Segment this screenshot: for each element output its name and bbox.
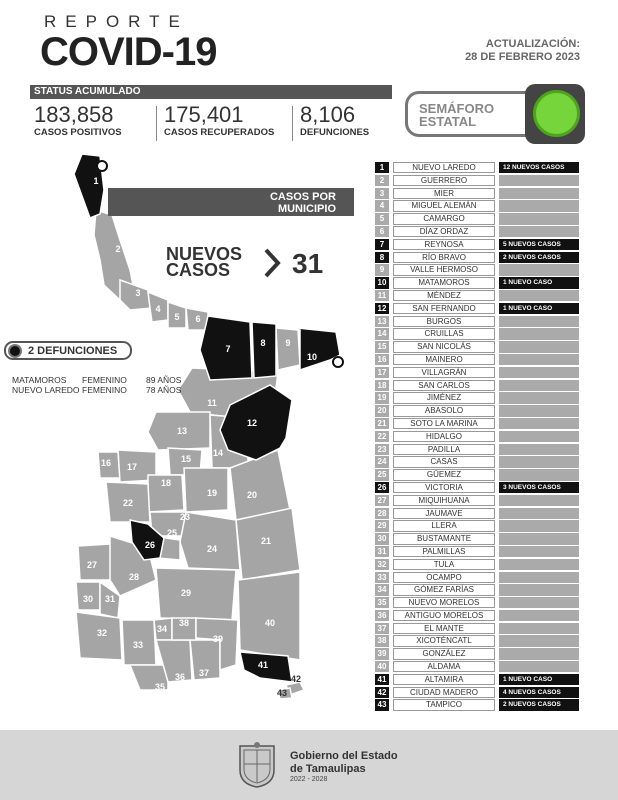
table-row xyxy=(375,584,579,597)
table-row xyxy=(375,610,579,623)
semaforo-line2: ESTATAL xyxy=(419,114,477,129)
municipio-number: 22 xyxy=(375,431,389,442)
municipio-cases xyxy=(499,572,579,583)
municipio-number: 32 xyxy=(375,559,389,570)
municipio-cases xyxy=(499,175,579,186)
municipio-number: 38 xyxy=(375,635,389,646)
municipio-cases xyxy=(499,341,579,352)
map-label-20: 20 xyxy=(246,490,258,500)
table-row xyxy=(375,303,579,316)
map-label-23: 23 xyxy=(179,512,191,522)
municipio-number: 31 xyxy=(375,546,389,557)
map-label-8: 8 xyxy=(260,338,266,348)
table-row xyxy=(375,469,579,482)
table-row xyxy=(375,482,579,495)
municipio-number: 24 xyxy=(375,456,389,467)
map-label-25: 25 xyxy=(166,528,178,538)
table-row xyxy=(375,162,579,175)
municipio-cases xyxy=(499,290,579,301)
municipio-cases xyxy=(499,444,579,455)
municipio-number: 3 xyxy=(375,188,389,199)
table-row xyxy=(375,200,579,213)
map-label-11: 11 xyxy=(207,398,217,408)
matamoros-pin-icon xyxy=(333,357,343,367)
municipio-name: PADILLA xyxy=(393,444,495,455)
table-row xyxy=(375,380,579,393)
map-label-5: 5 xyxy=(174,312,180,322)
map-label-14: 14 xyxy=(212,448,224,458)
municipio-number: 11 xyxy=(375,290,389,301)
municipio-name: MAINERO xyxy=(393,354,495,365)
municipio-number: 37 xyxy=(375,623,389,634)
table-row xyxy=(375,546,579,559)
status-stats xyxy=(30,103,392,143)
municipio-name: VICTORIA xyxy=(393,482,495,493)
map-label-34: 34 xyxy=(156,624,168,634)
map-label-37: 37 xyxy=(198,668,210,678)
municipio-name: ALTAMIRA xyxy=(393,674,495,685)
table-row xyxy=(375,328,579,341)
map-label-40: 40 xyxy=(264,618,276,628)
municipio-name: SAN CARLOS xyxy=(393,380,495,391)
defuncion-edad: 89 AÑOS xyxy=(146,375,182,385)
municipio-cases xyxy=(499,623,579,634)
municipio-number: 30 xyxy=(375,533,389,544)
table-row xyxy=(375,418,579,431)
table-row xyxy=(375,188,579,201)
positivos-value: 183,858 xyxy=(34,102,114,127)
table-row xyxy=(375,213,579,226)
municipio-cases xyxy=(499,418,579,429)
table-row xyxy=(375,495,579,508)
table-row xyxy=(375,623,579,636)
table-row xyxy=(375,405,579,418)
traffic-light-icon xyxy=(533,90,580,137)
municipio-number: 17 xyxy=(375,367,389,378)
municipio-name: MIGUEL ALEMÁN xyxy=(393,200,495,211)
municipio-cases xyxy=(499,546,579,557)
map-label-17: 17 xyxy=(126,462,138,472)
table-row xyxy=(375,341,579,354)
municipio-number: 43 xyxy=(375,699,389,710)
municipio-cases xyxy=(499,354,579,365)
municipio-cases xyxy=(499,661,579,672)
municipio-number: 34 xyxy=(375,584,389,595)
defunciones-label: DEFUNCIONES xyxy=(300,127,370,138)
municipio-number: 12 xyxy=(375,303,389,314)
municipio-name: CASAS xyxy=(393,456,495,467)
municipio-cases xyxy=(499,584,579,595)
map-label-10: 10 xyxy=(306,352,318,362)
divider xyxy=(156,106,157,141)
defuncion-edad: 78 AÑOS xyxy=(146,385,182,395)
municipio-name: MIER xyxy=(393,188,495,199)
municipio-number: 21 xyxy=(375,418,389,429)
municipio-cases xyxy=(499,367,579,378)
municipio-cases xyxy=(499,635,579,646)
table-row xyxy=(375,277,579,290)
map-label-16: 16 xyxy=(100,458,112,468)
map-label-19: 19 xyxy=(206,488,218,498)
municipio-name: SOTO LA MARINA xyxy=(393,418,495,429)
municipio-cases: 1 NUEVO CASO xyxy=(499,277,579,288)
municipio-name: JIMÉNEZ xyxy=(393,392,495,403)
municipio-cases xyxy=(499,200,579,211)
municipio-name: CAMARGO xyxy=(393,213,495,224)
municipio-name: BURGOS xyxy=(393,316,495,327)
municipio-number: 10 xyxy=(375,277,389,288)
municipio-cases xyxy=(499,213,579,224)
municipio-name: GUERRERO xyxy=(393,175,495,186)
defuncion-dot-icon xyxy=(8,344,22,358)
recuperados-label: CASOS RECUPERADOS xyxy=(164,127,275,138)
government-line1: Gobierno del Estado xyxy=(290,750,398,762)
municipio-number: 41 xyxy=(375,674,389,685)
map-label-13: 13 xyxy=(176,426,188,436)
positivos-label: CASOS POSITIVOS xyxy=(34,127,122,138)
municipio-cases xyxy=(499,392,579,403)
casos-por-municipio-banner xyxy=(108,188,354,216)
map-label-41: 41 xyxy=(257,660,269,670)
map-label-4: 4 xyxy=(155,304,161,314)
municipio-name: MÉNDEZ xyxy=(393,290,495,301)
municipio-name: LLERA xyxy=(393,520,495,531)
municipio-cases xyxy=(499,264,579,275)
municipio-number: 8 xyxy=(375,252,389,263)
map-label-9: 9 xyxy=(285,338,291,348)
table-row xyxy=(375,674,579,687)
map-label-36: 36 xyxy=(174,672,186,682)
municipio-cases: 3 NUEVOS CASOS xyxy=(499,482,579,493)
map-label-43: 43 xyxy=(276,688,288,698)
table-row xyxy=(375,661,579,674)
defuncion-municipio: MATAMOROS xyxy=(12,375,67,385)
table-row xyxy=(375,252,579,265)
municipio-cases: 5 NUEVOS CASOS xyxy=(499,239,579,250)
defunciones-badge-label: 2 DEFUNCIONES xyxy=(28,345,118,357)
municipio-cases xyxy=(499,469,579,480)
map-label-2: 2 xyxy=(115,244,121,254)
municipio-number: 28 xyxy=(375,508,389,519)
municipio-cases xyxy=(499,648,579,659)
nuevos-casos-value: 31 xyxy=(292,248,324,279)
municipio-cases xyxy=(499,610,579,621)
municipio-name: ALDAMA xyxy=(393,661,495,672)
municipio-name: CIUDAD MADERO xyxy=(393,687,495,698)
map-label-3: 3 xyxy=(135,288,141,298)
government-line2: de Tamaulipas xyxy=(290,763,366,775)
report-title: COVID-19 xyxy=(40,30,217,74)
municipio-name: HIDALGO xyxy=(393,431,495,442)
map-label-28: 28 xyxy=(128,572,140,582)
divider xyxy=(292,106,293,141)
municipio-name: TAMPICO xyxy=(393,699,495,710)
municipio-name: NUEVO LAREDO xyxy=(393,162,495,173)
table-row xyxy=(375,687,579,700)
defunciones-value: 8,106 xyxy=(300,102,356,127)
table-row xyxy=(375,572,579,585)
map-label-21: 21 xyxy=(260,536,272,546)
municipio-number: 35 xyxy=(375,597,389,608)
table-row xyxy=(375,354,579,367)
table-row xyxy=(375,226,579,239)
table-row xyxy=(375,175,579,188)
map-region-29 xyxy=(156,568,236,620)
map-label-30: 30 xyxy=(82,594,94,604)
municipio-number: 7 xyxy=(375,239,389,250)
municipio-cases: 1 NUEVO CASO xyxy=(499,303,579,314)
casos-line2: MUNICIPIO xyxy=(277,203,336,215)
table-row xyxy=(375,520,579,533)
municipio-number: 9 xyxy=(375,264,389,275)
municipio-cases xyxy=(499,597,579,608)
map-label-22: 22 xyxy=(122,498,134,508)
municipality-table xyxy=(375,162,579,712)
municipio-name: DÍAZ ORDAZ xyxy=(393,226,495,237)
municipio-name: REYNOSA xyxy=(393,239,495,250)
municipio-name: VILLAGRÁN xyxy=(393,367,495,378)
municipio-cases xyxy=(499,533,579,544)
map-label-24: 24 xyxy=(206,544,218,554)
municipio-name: PALMILLAS xyxy=(393,546,495,557)
municipio-name: CRUILLAS xyxy=(393,328,495,339)
municipio-number: 33 xyxy=(375,572,389,583)
map-label-31: 31 xyxy=(104,594,116,604)
municipio-number: 25 xyxy=(375,469,389,480)
municipio-cases xyxy=(499,226,579,237)
municipio-number: 1 xyxy=(375,162,389,173)
municipio-number: 40 xyxy=(375,661,389,672)
table-row xyxy=(375,316,579,329)
municipio-cases xyxy=(499,559,579,570)
municipio-number: 27 xyxy=(375,495,389,506)
municipality-map xyxy=(60,150,360,700)
map-label-15: 15 xyxy=(180,454,192,464)
recuperados-value: 175,401 xyxy=(164,102,244,127)
municipio-cases: 1 NUEVO CASO xyxy=(499,674,579,685)
defuncion-municipio: NUEVO LAREDO xyxy=(12,385,80,395)
municipio-number: 42 xyxy=(375,687,389,698)
municipio-number: 19 xyxy=(375,392,389,403)
status-label: STATUS ACUMULADO xyxy=(30,85,392,99)
defuncion-sexo: FEMENINO xyxy=(82,385,127,395)
map-label-35: 35 xyxy=(154,682,166,692)
municipio-name: VALLE HERMOSO xyxy=(393,264,495,275)
semaforo-label xyxy=(419,102,494,128)
municipio-name: XICOTÉNCATL xyxy=(393,635,495,646)
map-region-8 xyxy=(252,322,276,378)
table-row xyxy=(375,533,579,546)
municipio-number: 5 xyxy=(375,213,389,224)
semaforo-line1: SEMÁFORO xyxy=(419,101,495,116)
table-row xyxy=(375,367,579,380)
municipio-number: 15 xyxy=(375,341,389,352)
municipio-name: SAN NICOLÁS xyxy=(393,341,495,352)
municipio-number: 14 xyxy=(375,328,389,339)
map-label-26: 26 xyxy=(144,540,156,550)
report-subtitle: REPORTE xyxy=(44,12,189,31)
map-label-32: 32 xyxy=(96,628,108,638)
table-row xyxy=(375,635,579,648)
defuncion-sexo: FEMENINO xyxy=(82,375,127,385)
municipio-name: OCAMPO xyxy=(393,572,495,583)
municipio-number: 20 xyxy=(375,405,389,416)
nuevos-line1: NUEVOS xyxy=(166,244,243,264)
table-row xyxy=(375,508,579,521)
state-seal-icon xyxy=(236,740,278,788)
municipio-name: JAUMAVE xyxy=(393,508,495,519)
map-label-12: 12 xyxy=(246,418,258,428)
municipio-cases xyxy=(499,508,579,519)
municipio-name: GÓMEZ FARÍAS xyxy=(393,584,495,595)
municipio-name: ABASOLO xyxy=(393,405,495,416)
municipio-cases: 4 NUEVOS CASOS xyxy=(499,687,579,698)
municipio-number: 29 xyxy=(375,520,389,531)
map-label-18: 18 xyxy=(160,478,172,488)
municipio-cases xyxy=(499,316,579,327)
municipio-cases xyxy=(499,520,579,531)
government-name xyxy=(290,750,398,776)
map-label-6: 6 xyxy=(195,314,201,324)
map-label-27: 27 xyxy=(86,560,98,570)
municipio-cases xyxy=(499,495,579,506)
stat-defunciones xyxy=(300,103,369,143)
municipio-number: 23 xyxy=(375,444,389,455)
table-row xyxy=(375,456,579,469)
municipio-name: GONZÁLEZ xyxy=(393,648,495,659)
municipio-name: NUEVO MORELOS xyxy=(393,597,495,608)
chevron-right-icon xyxy=(262,248,282,278)
municipio-number: 4 xyxy=(375,200,389,211)
table-row xyxy=(375,699,579,712)
municipio-name: ANTIGUO MORELOS xyxy=(393,610,495,621)
table-row xyxy=(375,264,579,277)
municipio-cases xyxy=(499,431,579,442)
municipio-cases: 2 NUEVOS CASOS xyxy=(499,252,579,263)
table-row xyxy=(375,239,579,252)
municipio-cases xyxy=(499,405,579,416)
municipio-cases xyxy=(499,380,579,391)
table-row xyxy=(375,648,579,661)
update-date: 28 DE FEBRERO 2023 xyxy=(465,51,580,63)
table-row xyxy=(375,597,579,610)
stat-positivos xyxy=(34,103,122,143)
municipio-number: 26 xyxy=(375,482,389,493)
municipio-number: 16 xyxy=(375,354,389,365)
map-label-33: 33 xyxy=(132,640,144,650)
municipio-name: EL MANTE xyxy=(393,623,495,634)
municipio-name: MIQUIHUANA xyxy=(393,495,495,506)
nuevos-line2: CASOS xyxy=(166,260,231,280)
municipio-number: 2 xyxy=(375,175,389,186)
update-info xyxy=(465,38,580,64)
update-label: ACTUALIZACIÓN: xyxy=(485,38,580,50)
municipio-number: 6 xyxy=(375,226,389,237)
table-row xyxy=(375,392,579,405)
municipio-cases xyxy=(499,456,579,467)
municipio-name: TULA xyxy=(393,559,495,570)
municipio-cases xyxy=(499,328,579,339)
municipio-cases: 2 NUEVOS CASOS xyxy=(499,699,579,710)
nuevo-laredo-pin-icon xyxy=(97,161,107,171)
municipio-name: GÜEMEZ xyxy=(393,469,495,480)
map-label-39: 39 xyxy=(212,634,224,644)
map-label-29: 29 xyxy=(180,588,192,598)
map-label-1: 1 xyxy=(93,176,99,186)
table-row xyxy=(375,444,579,457)
table-row xyxy=(375,431,579,444)
government-years: 2022 - 2028 xyxy=(290,776,328,783)
table-row xyxy=(375,290,579,303)
municipio-cases: 12 NUEVOS CASOS xyxy=(499,162,579,173)
municipio-number: 18 xyxy=(375,380,389,391)
map-label-42: 42 xyxy=(290,674,302,684)
map-region-9 xyxy=(276,328,300,370)
municipio-name: SAN FERNANDO xyxy=(393,303,495,314)
stat-recuperados xyxy=(164,103,274,143)
map-label-7: 7 xyxy=(225,344,231,354)
municipio-number: 13 xyxy=(375,316,389,327)
table-row xyxy=(375,559,579,572)
municipio-number: 39 xyxy=(375,648,389,659)
nuevos-casos-label xyxy=(166,246,242,278)
municipio-number: 36 xyxy=(375,610,389,621)
municipio-name: BUSTAMANTE xyxy=(393,533,495,544)
municipio-name: MATAMOROS xyxy=(393,277,495,288)
municipio-cases xyxy=(499,188,579,199)
casos-line1: CASOS POR xyxy=(269,191,336,203)
map-label-38: 38 xyxy=(178,618,190,628)
municipio-name: RÍO BRAVO xyxy=(393,252,495,263)
map-region-40 xyxy=(238,572,300,660)
